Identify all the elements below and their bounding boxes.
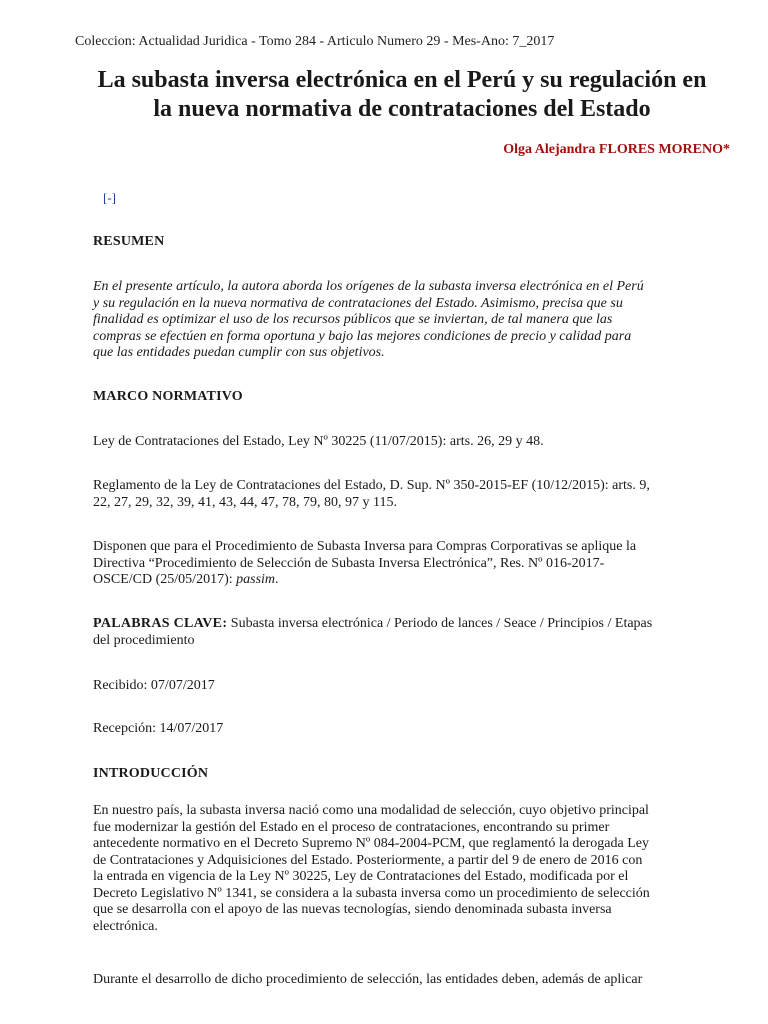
resumen-heading: RESUMEN (93, 234, 165, 249)
text-line: Decreto Legislativo Nº 1341, se considera a la subasta inversa como un procedimiento de selección (93, 885, 650, 901)
keywords-paragraph (93, 616, 721, 649)
text-line: de Contrataciones y Adquisiciones del Estado. Posteriormente, a partir del 9 de enero de 2016 con (93, 852, 643, 868)
text-line: la entrada en vigencia de la Ley Nº 30225, Ley de Contrataciones del Estado, modificada por el (93, 869, 629, 884)
text-line: Recepción: 14/07/2017 (93, 721, 224, 736)
article-title (60, 66, 744, 124)
recepcion-date (93, 721, 721, 738)
text-line: y su regulación en la nueva normativa de contrataciones del Estado. Asimismo, precisa que su (93, 295, 623, 311)
text-line: Durante el desarrollo de dicho procedimiento de selección, las entidades deben, además de aplicar (93, 972, 643, 987)
text-line: fue modernizar la gestión del Estado en el proceso de contrataciones, encontrando su primer (93, 819, 610, 835)
resumen-paragraph (93, 279, 721, 362)
collection-header: Coleccion: Actualidad Juridica - Tomo 284 - Articulo Numero 29 - Mes-Ano: 7_2017 (75, 34, 555, 49)
text-line: Recibido: 07/07/2017 (93, 678, 215, 693)
marco-normativo-heading: MARCO NORMATIVO (93, 389, 243, 404)
keywords-label: PALABRAS CLAVE: (93, 616, 228, 631)
second-paragraph (93, 972, 721, 989)
ley-paragraph (93, 434, 721, 451)
text-line: que las entidades puedan cumplir con sus objetivos. (93, 345, 385, 360)
text-line: 22, 27, 29, 32, 39, 41, 43, 44, 47, 78, 79, 80, 97 y 115. (93, 494, 397, 510)
text-line: Directiva “Procedimiento de Selección de Subasta Inversa Electrónica”, Res. Nº 016-2017- (93, 555, 605, 571)
text-line: Ley de Contrataciones del Estado, Ley Nº 30225 (11/07/2015): arts. 26, 29 y 48. (93, 434, 544, 449)
introduccion-heading: INTRODUCCIÓN (93, 766, 209, 781)
reglamento-paragraph (93, 478, 721, 511)
keywords-text: Subasta inversa electrónica / Periodo de lances / Seace / Principios / Etapas (227, 616, 653, 631)
period: . (275, 572, 279, 587)
collapse-toggle-link[interactable]: [-] (103, 190, 116, 205)
text-line: En nuestro país, la subasta inversa nació como una modalidad de selección, cuyo objetivo principal (93, 803, 649, 818)
author-name: Olga Alejandra FLORES MORENO* (503, 142, 730, 157)
text-line: del procedimiento (93, 632, 195, 648)
text-line: En el presente artículo, la autora aborda los orígenes de la subasta inversa electrónica en el Perú (93, 279, 644, 294)
text-line: compras se efectúen en forma oportuna y bajo las mejores condiciones de precio y calidad para (93, 328, 632, 344)
passim-text: passim (236, 572, 276, 587)
text-line: finalidad es optimizar el uso de los recursos públicos que se inviertan, de tal manera que las (93, 312, 613, 327)
text-line (93, 616, 721, 633)
text-line: Reglamento de la Ley de Contrataciones del Estado, D. Sup. Nº 350-2015-EF (10/12/2015): arts. 9, (93, 478, 650, 493)
text-line (93, 572, 721, 589)
title-line: La subasta inversa electrónica en el Perú y su regulación en (97, 67, 707, 93)
recibido-date (93, 678, 721, 695)
text-line: Disponen que para el Procedimiento de Subasta Inversa para Compras Corporativas se aplique la (93, 539, 637, 554)
title-line: la nueva normativa de contrataciones del Estado (153, 96, 651, 122)
text-line: antecedente normativo en el Decreto Supremo Nº 084-2004-PCM, que reglamentó la derogada Ley (93, 836, 649, 851)
directiva-ref: OSCE/CD (25/05/2017): (93, 572, 237, 587)
text-line: electrónica. (93, 918, 158, 934)
directiva-paragraph (93, 539, 721, 589)
introduccion-paragraph (93, 803, 721, 935)
text-line: que se desarrolla con el apoyo de las nuevas tecnologías, siendo denominada subasta inversa (93, 902, 612, 917)
